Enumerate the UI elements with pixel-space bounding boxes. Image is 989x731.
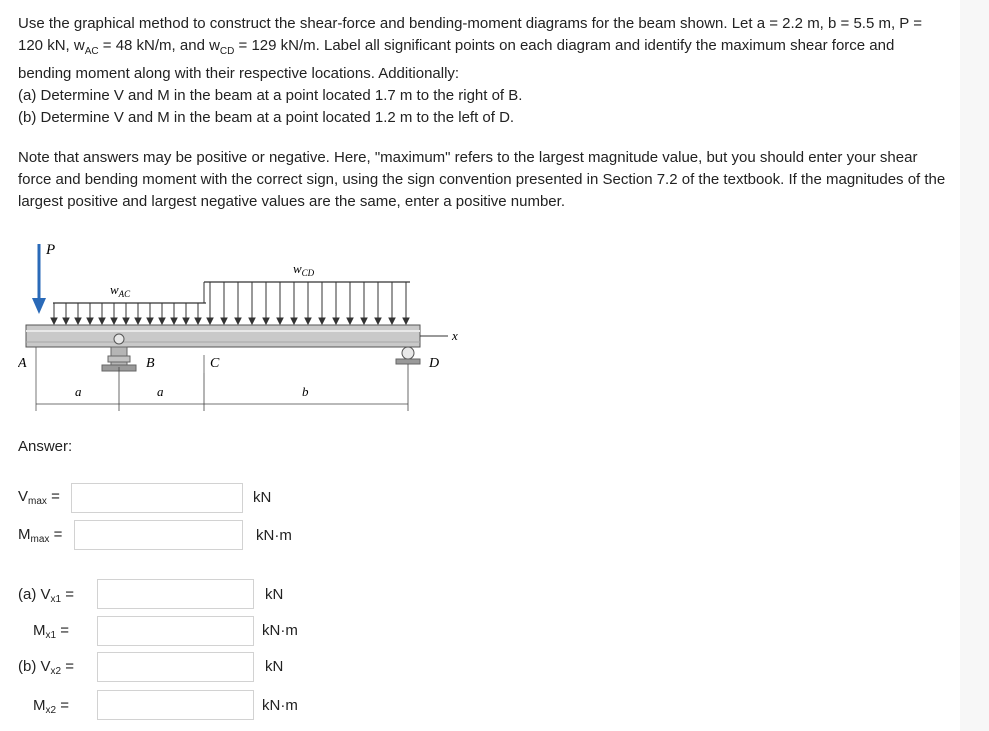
label-x: x xyxy=(452,328,458,343)
label-wCD: $w_{CD}$ xyxy=(293,261,315,278)
problem-statement xyxy=(18,13,953,129)
vmax-input[interactable] xyxy=(71,483,243,513)
mx1-input[interactable] xyxy=(97,616,254,646)
label-B: B xyxy=(146,356,155,371)
roller-support-D xyxy=(396,347,420,364)
label-wAC: $w_{AC}$ xyxy=(110,282,131,299)
beam xyxy=(26,325,420,347)
dim-a2: a xyxy=(157,384,164,399)
right-scroll-strip xyxy=(960,0,989,731)
problem-line-1: Use the graphical method to construct the shear-force and bending-moment diagrams for the beam shown. Let a = 2.2 m, b = 5.5 m, P = xyxy=(18,15,922,32)
problem-line-3: bending moment along with their respective locations. Additionally: xyxy=(18,65,460,82)
vx1-input[interactable] xyxy=(97,579,254,609)
answer-heading: Answer: xyxy=(18,438,73,455)
load-P-arrow xyxy=(32,298,46,314)
note-text: Note that answers may be positive or negative. Here, "maximum" refers to the largest magnitude value, but you should enter your shear force and bending moment with the correct sign, using the sign convention presented in Section 7.2 of the textbook. If the magnitudes of the largest positive and largest negative values are the same, enter a positive number. xyxy=(18,149,946,210)
mx1-label: $M_{x1}$ = xyxy=(33,622,69,641)
label-C: C xyxy=(210,356,220,371)
vx1-label: (a) $V_{x1}$ = xyxy=(18,586,75,605)
vx1-unit: kN xyxy=(265,586,284,603)
mx2-label: $M_{x2}$ = xyxy=(33,697,69,716)
label-P: P xyxy=(46,242,56,258)
mmax-input[interactable] xyxy=(74,520,243,550)
dim-a1: a xyxy=(75,384,82,399)
vx2-label: (b) $V_{x2}$ = xyxy=(18,658,75,677)
dim-b: b xyxy=(302,384,309,399)
problem-part-b: (b) Determine V and M in the beam at a point located 1.2 m to the left of D. xyxy=(18,109,515,126)
problem-part-a: (a) Determine V and M in the beam at a point located 1.7 m to the right of B. xyxy=(18,87,523,104)
vmax-label: $V_{max}$ = xyxy=(18,488,60,507)
mx1-unit: kN·m xyxy=(262,622,298,639)
vx2-unit: kN xyxy=(265,658,284,675)
label-A: A xyxy=(18,356,27,371)
label-D: D xyxy=(429,356,440,371)
mx2-input[interactable] xyxy=(97,690,254,720)
load-wCD-arrows xyxy=(207,282,409,324)
mx2-unit: kN·m xyxy=(262,697,298,714)
vmax-unit: kN xyxy=(253,489,272,506)
mmax-unit: kN·m xyxy=(256,527,292,544)
vx2-input[interactable] xyxy=(97,652,254,682)
beam-figure xyxy=(18,236,478,416)
load-wAC-arrows xyxy=(51,303,201,324)
problem-line-2: 120 kN, $w_{AC} = 48$ kN/m, and $w_{CD} = 129$ kN/m. Label all significant points on each diagram and identify the maximum shear force and xyxy=(18,37,895,57)
mmax-label: $M_{max}$ = xyxy=(18,526,63,545)
